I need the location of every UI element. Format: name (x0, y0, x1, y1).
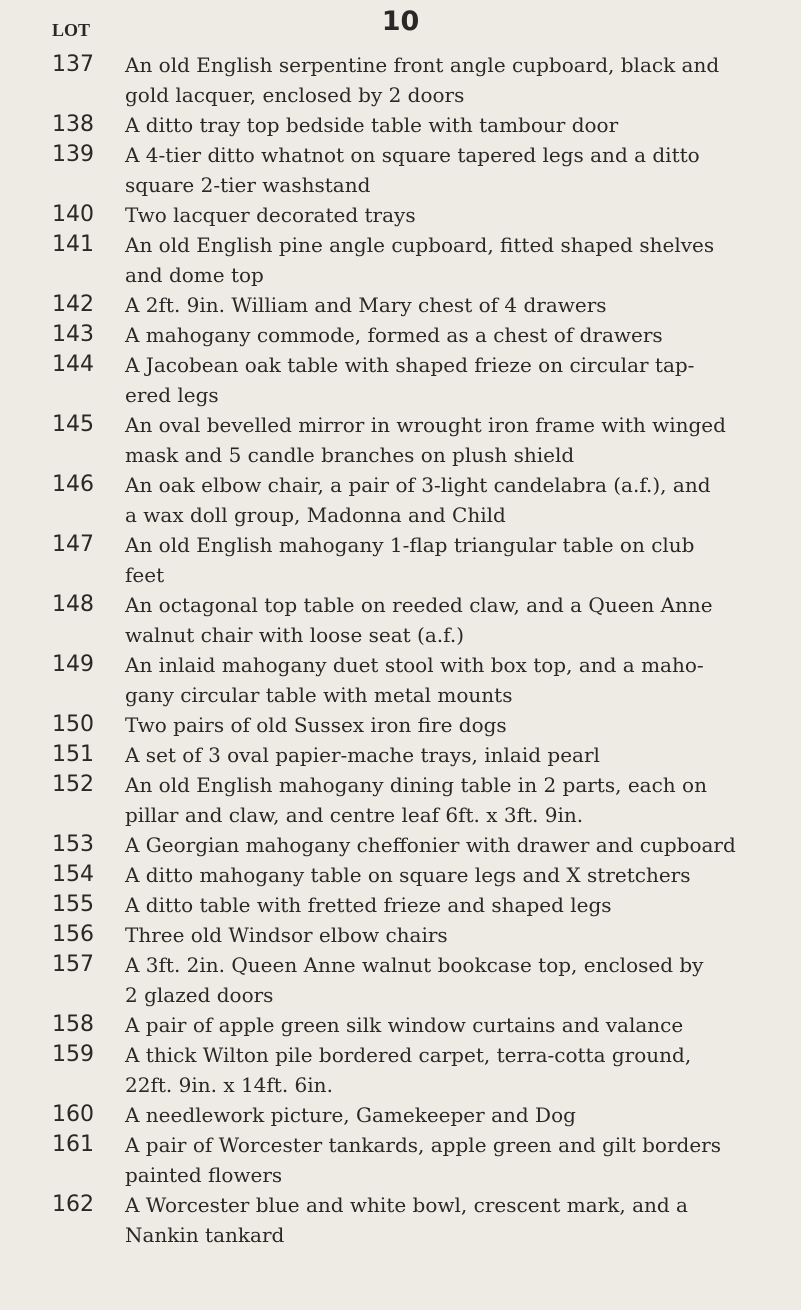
lot-number: 148 (52, 592, 94, 617)
lot-description-line: An old English mahogany dining table in 2 parts, each on (125, 773, 707, 797)
lot-entry (52, 110, 787, 140)
lot-number: 153 (52, 832, 94, 857)
lot-description-line: a wax doll group, Madonna and Child (125, 503, 506, 527)
lot-number: 143 (52, 322, 94, 347)
lot-description (125, 710, 787, 740)
lot-description (125, 1190, 787, 1250)
lot-number: 154 (52, 862, 94, 887)
lot-number: 138 (52, 112, 94, 137)
lot-number: 158 (52, 1012, 94, 1037)
lot-number: 157 (52, 952, 94, 977)
lot-number: 159 (52, 1042, 94, 1067)
lot-entry (52, 950, 787, 1010)
lot-number: 139 (52, 142, 94, 167)
lot-column-header: LOT (52, 20, 91, 40)
lot-description-line: A needlework picture, Gamekeeper and Dog (125, 1103, 576, 1127)
lot-description-line: gold lacquer, enclosed by 2 doors (125, 83, 465, 107)
lot-number: 151 (52, 742, 94, 767)
lot-description-line: An inlaid mahogany duet stool with box top, and a maho- (125, 653, 704, 677)
lot-description-line: Nankin tankard (125, 1223, 285, 1247)
lot-entry (52, 1100, 787, 1130)
lot-entry (52, 1010, 787, 1040)
lot-description-line: 22ft. 9in. x 14ft. 6in. (125, 1073, 333, 1097)
lot-description (125, 200, 787, 230)
lot-description-line: A 2ft. 9in. William and Mary chest of 4 drawers (125, 293, 607, 317)
lot-description (125, 950, 787, 1010)
lot-entry (52, 200, 787, 230)
lot-number: 156 (52, 922, 94, 947)
lot-number: 150 (52, 712, 94, 737)
lot-description (125, 1010, 787, 1040)
lot-number: 145 (52, 412, 94, 437)
lot-number: 144 (52, 352, 94, 377)
lot-description-line: A 3ft. 2in. Queen Anne walnut bookcase top, enclosed by (125, 953, 704, 977)
lot-description (125, 860, 787, 890)
lot-description (125, 470, 787, 530)
lot-entry (52, 50, 787, 110)
lot-description-line: A pair of apple green silk window curtains and valance (125, 1013, 684, 1037)
lot-description-line: Two pairs of old Sussex iron fire dogs (125, 713, 507, 737)
lot-entry (52, 860, 787, 890)
lot-description-line: A Georgian mahogany cheffonier with drawer and cupboard (125, 833, 736, 857)
lot-description (125, 1100, 787, 1130)
lot-description (125, 740, 787, 770)
lot-entry (52, 230, 787, 290)
lot-description (125, 410, 787, 470)
lot-description (125, 230, 787, 290)
lot-entry (52, 470, 787, 530)
lot-description-line: pillar and claw, and centre leaf 6ft. x 3ft. 9in. (125, 803, 584, 827)
page-number: 10 (381, 6, 420, 37)
lot-description (125, 1040, 787, 1100)
lot-description (125, 1130, 787, 1190)
lot-number: 160 (52, 1102, 94, 1127)
lot-entry (52, 1130, 787, 1190)
lot-description-line: walnut chair with loose seat (a.f.) (125, 623, 464, 647)
lot-description-line: Three old Windsor elbow chairs (125, 923, 448, 947)
lot-number: 162 (52, 1192, 94, 1217)
lot-entry (52, 1190, 787, 1250)
lot-description-line: and dome top (125, 263, 264, 287)
lot-entry (52, 710, 787, 740)
lot-entry (52, 770, 787, 830)
lot-number: 142 (52, 292, 94, 317)
lot-entry (52, 290, 787, 320)
lot-description-line: gany circular table with metal mounts (125, 683, 513, 707)
lot-description-line: An old English pine angle cupboard, fitted shaped shelves (125, 233, 715, 257)
lot-description (125, 650, 787, 710)
lot-description (125, 890, 787, 920)
lot-description-line: An oval bevelled mirror in wrought iron frame with winged (125, 413, 726, 437)
lot-entry (52, 740, 787, 770)
lot-entry (52, 830, 787, 860)
lot-description-line: painted flowers (125, 1163, 283, 1187)
lot-description (125, 110, 787, 140)
lot-number: 149 (52, 652, 94, 677)
lot-description (125, 530, 787, 590)
lot-entry (52, 890, 787, 920)
lot-description (125, 290, 787, 320)
lot-description (125, 770, 787, 830)
lot-entry (52, 530, 787, 590)
lot-number: 161 (52, 1132, 94, 1157)
lot-description-line: A ditto table with fretted frieze and shaped legs (125, 893, 612, 917)
lot-entry (52, 320, 787, 350)
lot-description-line: ered legs (125, 383, 219, 407)
lot-description-line: An octagonal top table on reeded claw, and a Queen Anne (125, 593, 713, 617)
lot-description-line: A ditto mahogany table on square legs and X stretchers (125, 863, 691, 887)
lot-entry (52, 1040, 787, 1100)
lot-description (125, 350, 787, 410)
lot-number: 137 (52, 52, 94, 77)
lot-number: 155 (52, 892, 94, 917)
lot-description (125, 140, 787, 200)
lot-description (125, 830, 787, 860)
lot-description-line: A 4-tier ditto whatnot on square tapered legs and a ditto (125, 143, 700, 167)
lot-number: 152 (52, 772, 94, 797)
lot-number: 141 (52, 232, 94, 257)
lot-description-line: An old English serpentine front angle cupboard, black and (125, 53, 720, 77)
lot-description (125, 320, 787, 350)
lot-number: 147 (52, 532, 94, 557)
lot-description-line: A Jacobean oak table with shaped frieze on circular tap- (125, 353, 695, 377)
lot-description-line: An oak elbow chair, a pair of 3-light candelabra (a.f.), and (125, 473, 711, 497)
lot-description-line: A pair of Worcester tankards, apple green and gilt borders (125, 1133, 721, 1157)
lot-entry (52, 140, 787, 200)
lot-description-line: A set of 3 oval papier-mache trays, inlaid pearl (125, 743, 600, 767)
lot-entry (52, 350, 787, 410)
lot-description-line: A Worcester blue and white bowl, crescent mark, and a (125, 1193, 688, 1217)
lot-description (125, 50, 787, 110)
lot-description-line: square 2-tier washstand (125, 173, 371, 197)
lot-entry (52, 410, 787, 470)
lot-description-line: A mahogany commode, formed as a chest of drawers (125, 323, 663, 347)
lot-number: 146 (52, 472, 94, 497)
lot-list (52, 50, 787, 1250)
lot-entry (52, 920, 787, 950)
lot-description-line: A thick Wilton pile bordered carpet, terra-cotta ground, (125, 1043, 692, 1067)
lot-description-line: An old English mahogany 1-flap triangular table on club (125, 533, 695, 557)
lot-description (125, 920, 787, 950)
lot-entry (52, 590, 787, 650)
lot-description-line: A ditto tray top bedside table with tambour door (125, 113, 619, 137)
lot-description-line: 2 glazed doors (125, 983, 274, 1007)
lot-description-line: Two lacquer decorated trays (125, 203, 416, 227)
lot-number: 140 (52, 202, 94, 227)
lot-description (125, 590, 787, 650)
lot-description-line: mask and 5 candle branches on plush shield (125, 443, 575, 467)
lot-description-line: feet (125, 563, 165, 587)
lot-entry (52, 650, 787, 710)
